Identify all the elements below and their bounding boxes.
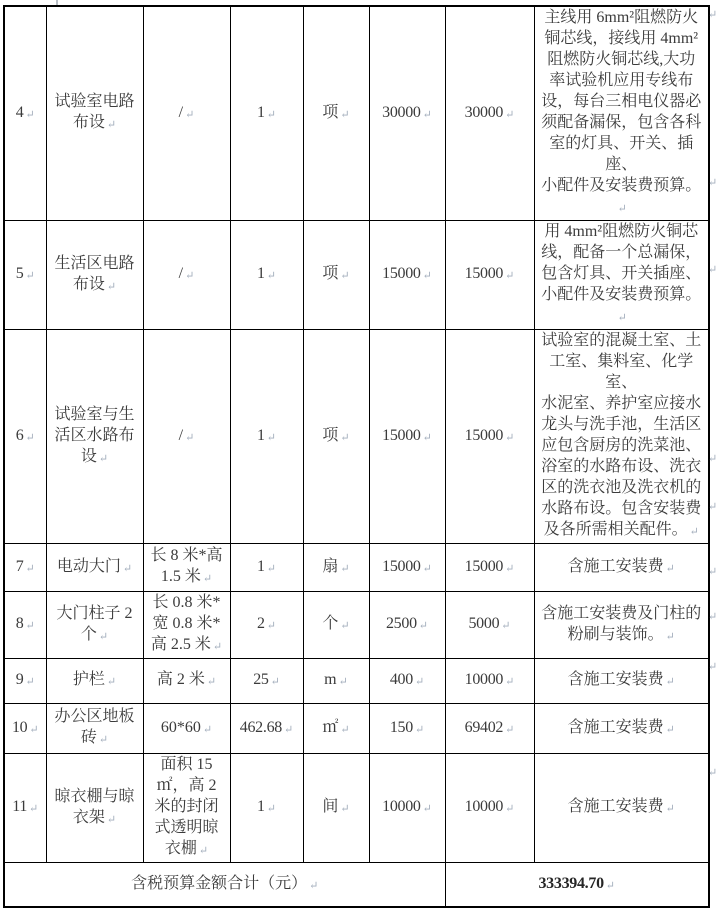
spec: 长 8 米*高 1.5 米: [150, 547, 223, 585]
linebreak-mark: ↵: [25, 676, 35, 688]
unit-price: 15000: [382, 557, 421, 575]
linebreak-mark: ↵: [617, 203, 627, 215]
linebreak-mark: ↵: [122, 562, 133, 575]
spec-cell: [143, 6, 230, 221]
quantity-cell: [230, 592, 303, 659]
linebreak-mark: ↵: [266, 108, 276, 121]
unit-price-cell: [369, 544, 445, 592]
linebreak-mark: ↵: [689, 526, 699, 538]
unit-cell: [303, 704, 369, 754]
linebreak-mark: ↵: [25, 270, 35, 282]
total-price: 10000: [464, 798, 504, 815]
linebreak-mark: ↵: [25, 620, 35, 632]
item-name-cell: [46, 544, 143, 592]
row-number: 10: [11, 718, 28, 736]
spec-cell: [143, 754, 230, 863]
quantity: 462.68: [239, 718, 282, 736]
linebreak-mark: ↵: [266, 270, 276, 282]
linebreak-mark: ↵: [25, 108, 35, 121]
budget-table: [3, 5, 710, 908]
spec: /: [178, 265, 184, 282]
row-number: 4: [15, 103, 24, 121]
row-end-mark: ↵: [708, 9, 717, 21]
remark-cell: [534, 659, 709, 704]
row-number-cell: [4, 221, 46, 330]
total-price: 15000: [464, 557, 504, 575]
total-price-cell: [445, 592, 534, 659]
item-name: 试验室电路 布设: [54, 93, 135, 131]
unit-price: 15000: [382, 265, 421, 282]
row-end-mark: ↵: [708, 661, 717, 673]
total-price: 15000: [464, 265, 504, 282]
unit: 项: [322, 265, 339, 282]
total-price: 15000: [464, 426, 504, 444]
linebreak-mark: ↵: [505, 562, 515, 575]
linebreak-mark: ↵: [198, 845, 209, 857]
row-number: 7: [15, 557, 24, 575]
row-end-mark: ↵: [708, 767, 717, 779]
linebreak-mark: ↵: [665, 676, 675, 688]
linebreak-mark: ↵: [309, 879, 319, 892]
linebreak-mark: ↵: [422, 108, 432, 121]
unit-price: 2500: [385, 615, 417, 632]
total-price-cell: [445, 221, 534, 330]
summary-label: 含税预算金额合计（元）: [131, 874, 308, 892]
remark-cell: [534, 704, 709, 754]
item-name-cell: [46, 592, 143, 659]
unit: 项: [322, 103, 339, 121]
unit-cell: [303, 592, 369, 659]
row-end-mark: ↵: [708, 453, 717, 465]
linebreak-mark: ↵: [29, 803, 39, 815]
linebreak-mark: ↵: [665, 803, 675, 815]
linebreak-mark: ↵: [340, 562, 350, 575]
unit-cell: [303, 221, 369, 330]
linebreak-mark: ↵: [422, 431, 432, 444]
linebreak-mark: ↵: [414, 723, 425, 736]
spec: /: [178, 103, 184, 121]
remark: 含施工安装费: [567, 671, 664, 688]
linebreak-mark: ↵: [505, 676, 515, 688]
spec-cell: [143, 704, 230, 754]
remark-cell: [534, 330, 709, 544]
quantity-cell: [230, 221, 303, 330]
linebreak-mark: ↵: [617, 312, 627, 324]
linebreak-mark: ↵: [106, 280, 117, 293]
linebreak-mark: ↵: [340, 723, 350, 736]
quantity: 25: [253, 671, 269, 688]
remark-cell: [534, 592, 709, 659]
linebreak-mark: ↵: [422, 562, 432, 575]
unit-price-cell: [369, 704, 445, 754]
linebreak-mark: ↵: [202, 573, 213, 585]
row-number-cell: [4, 659, 46, 704]
row-number-cell: [4, 544, 46, 592]
unit-price-cell: [369, 6, 445, 221]
linebreak-mark: ↵: [414, 676, 425, 688]
total-price-cell: [445, 704, 534, 754]
table-row: [4, 221, 709, 330]
total-price-cell: [445, 330, 534, 544]
unit-price: 400: [389, 671, 413, 688]
unit-price-cell: [369, 659, 445, 704]
remark-cell: [534, 221, 709, 330]
unit: 个: [322, 615, 339, 632]
unit-price: 150: [389, 718, 413, 736]
remark: 含施工安装费: [567, 718, 664, 736]
unit-price: 10000: [382, 798, 421, 815]
linebreak-mark: ↵: [422, 270, 432, 282]
linebreak-mark: ↵: [422, 803, 432, 815]
linebreak-mark: ↵: [501, 620, 511, 632]
linebreak-mark: ↵: [270, 676, 280, 688]
total-price: 69402: [464, 718, 504, 736]
row-number: 6: [15, 426, 24, 444]
item-name: 大门柱子 2 个: [56, 604, 133, 643]
spec-cell: [143, 544, 230, 592]
quantity-cell: [230, 544, 303, 592]
row-number-cell: [4, 6, 46, 221]
row-end-mark: ↵: [708, 611, 717, 623]
linebreak-mark: ↵: [340, 431, 350, 444]
table-row: [4, 754, 709, 863]
linebreak-mark: ↵: [212, 641, 223, 653]
remark-cell: [534, 544, 709, 592]
linebreak-mark: ↵: [665, 630, 675, 643]
remark: 试验室的混凝土室、土 工室、集料室、化学室、 水泥室、养护室应接水 龙头与洗手池，生活区 应包含厨房的洗菜池、 浴室的水路布设、洗衣 区的洗衣池及洗衣机的 水路布设。包含安装费 及各所需相关配件。: [541, 332, 702, 538]
item-name: 办公区地板 砖: [54, 708, 135, 746]
linebreak-mark: ↵: [106, 676, 117, 688]
row-number: 5: [15, 265, 24, 282]
linebreak-mark: ↵: [185, 431, 195, 444]
total-price: 30000: [464, 103, 504, 121]
linebreak-mark: ↵: [505, 431, 515, 444]
table-row: [4, 544, 709, 592]
quantity-cell: [230, 754, 303, 863]
remark: 主线用 6mm²阻燃防火 铜芯线，接线用 4mm² 阻燃防火铜芯线,大功 率试验机应用专线布 设，每台三相电仪器必 须配备漏保，包含各科 室的灯具、开关、插座、 小配件及安装费预算。: [541, 9, 702, 194]
linebreak-mark: ↵: [665, 723, 675, 736]
linebreak-mark: ↵: [266, 562, 276, 575]
row-number-cell: [4, 704, 46, 754]
quantity-cell: [230, 704, 303, 754]
unit-price-cell: [369, 754, 445, 863]
quantity: 1: [257, 426, 265, 444]
spec: /: [178, 426, 184, 444]
total-price: 5000: [468, 615, 500, 632]
remark: 含施工安装费: [567, 557, 664, 575]
quantity-cell: [230, 330, 303, 544]
linebreak-mark: ↵: [98, 734, 109, 746]
summary-total-value: 333394.70: [538, 874, 604, 892]
quantity-cell: [230, 659, 303, 704]
quantity: 1: [257, 103, 265, 121]
linebreak-mark: ↵: [266, 431, 276, 444]
table-row: [4, 592, 709, 659]
linebreak-mark: ↵: [202, 723, 213, 736]
linebreak-mark: ↵: [185, 108, 195, 121]
spec: 面积 15 ㎡，高 2 米的封闭 式透明晾 衣棚: [154, 756, 219, 857]
remark-cell: [534, 754, 709, 863]
row-number-cell: [4, 330, 46, 544]
linebreak-mark: ↵: [185, 270, 195, 282]
summary-row: [4, 863, 709, 908]
quantity: 1: [257, 265, 265, 282]
total-price-cell: [445, 659, 534, 704]
unit: 间: [322, 798, 339, 815]
linebreak-mark: ↵: [505, 108, 515, 121]
spec: 60*60: [160, 718, 201, 736]
quantity: 1: [257, 557, 265, 575]
quantity-cell: [230, 6, 303, 221]
total-price: 10000: [464, 671, 504, 688]
unit-price-cell: [369, 592, 445, 659]
row-number-cell: [4, 754, 46, 863]
summary-total-cell: [445, 863, 709, 908]
row-end-mark: ↵: [708, 264, 717, 276]
unit-price-cell: [369, 221, 445, 330]
total-price-cell: [445, 6, 534, 221]
total-price-cell: [445, 754, 534, 863]
remark: 用 4mm²阻燃防火铜芯 线，配备一个总漏保， 包含灯具、开关插座、 小配件及安装费预算。: [541, 223, 702, 303]
unit: ㎡: [322, 718, 339, 736]
row-end-mark: ↵: [708, 501, 717, 513]
linebreak-mark: ↵: [98, 630, 109, 643]
linebreak-mark: ↵: [98, 452, 109, 465]
total-price-cell: [445, 544, 534, 592]
remark-cell: [534, 6, 709, 221]
row-number: 9: [15, 671, 24, 688]
item-name-cell: [46, 754, 143, 863]
linebreak-mark: ↵: [266, 620, 276, 632]
linebreak-mark: ↵: [340, 803, 350, 815]
remark: 含施工安装费及门柱的 粉刷与装饰。: [541, 604, 702, 643]
table-row: [4, 6, 709, 221]
linebreak-mark: ↵: [340, 620, 350, 632]
unit-price-cell: [369, 330, 445, 544]
spec: 长 0.8 米* 宽 0.8 米* 高 2.5 米: [150, 594, 221, 653]
linebreak-mark: ↵: [665, 562, 675, 575]
item-name-cell: [46, 704, 143, 754]
unit-cell: [303, 330, 369, 544]
row-number-cell: [4, 592, 46, 659]
linebreak-mark: ↵: [206, 676, 217, 688]
spec-cell: [143, 592, 230, 659]
summary-label-cell: [4, 863, 445, 908]
unit: m: [324, 671, 337, 688]
row-number: 11: [12, 798, 28, 815]
row-number: 8: [15, 615, 24, 632]
linebreak-mark: ↵: [505, 803, 515, 815]
linebreak-mark: ↵: [338, 676, 348, 688]
item-name: 试验室与生 活区水路布 设: [54, 405, 135, 465]
item-name: 电动大门: [56, 557, 121, 575]
item-name: 晾衣棚与晾 衣架: [54, 787, 135, 826]
unit-price: 30000: [382, 103, 421, 121]
item-name: 护栏: [72, 671, 105, 688]
item-name: 生活区电路 布设: [54, 254, 135, 293]
item-name-cell: [46, 221, 143, 330]
spec: 高 2 米: [156, 671, 205, 688]
item-name-cell: [46, 6, 143, 221]
spec-cell: [143, 221, 230, 330]
linebreak-mark: ↵: [505, 270, 515, 282]
linebreak-mark: ↵: [505, 723, 515, 736]
linebreak-mark: ↵: [605, 879, 616, 892]
unit: 扇: [322, 557, 339, 575]
linebreak-mark: ↵: [106, 119, 117, 131]
linebreak-mark: ↵: [106, 813, 117, 826]
linebreak-mark: ↵: [29, 723, 39, 736]
unit-cell: [303, 544, 369, 592]
linebreak-mark: ↵: [340, 270, 350, 282]
spec-cell: [143, 330, 230, 544]
spec-cell: [143, 659, 230, 704]
quantity: 2: [257, 615, 265, 632]
remark: 含施工安装费: [567, 798, 664, 815]
unit-price: 15000: [382, 426, 421, 444]
linebreak-mark: ↵: [418, 620, 429, 632]
row-end-mark: ↵: [708, 177, 717, 189]
item-name-cell: [46, 659, 143, 704]
linebreak-mark: ↵: [25, 431, 35, 444]
unit: 项: [322, 426, 339, 444]
linebreak-mark: ↵: [266, 803, 276, 815]
unit-cell: [303, 6, 369, 221]
linebreak-mark: ↵: [340, 108, 350, 121]
item-name-cell: [46, 330, 143, 544]
table-row: [4, 330, 709, 544]
unit-cell: [303, 659, 369, 704]
table-row: [4, 659, 709, 704]
linebreak-mark: ↵: [283, 723, 294, 736]
row-end-mark: ↵: [708, 566, 717, 578]
unit-cell: [303, 754, 369, 863]
quantity: 1: [257, 798, 265, 815]
linebreak-mark: ↵: [25, 562, 35, 575]
table-row: [4, 704, 709, 754]
